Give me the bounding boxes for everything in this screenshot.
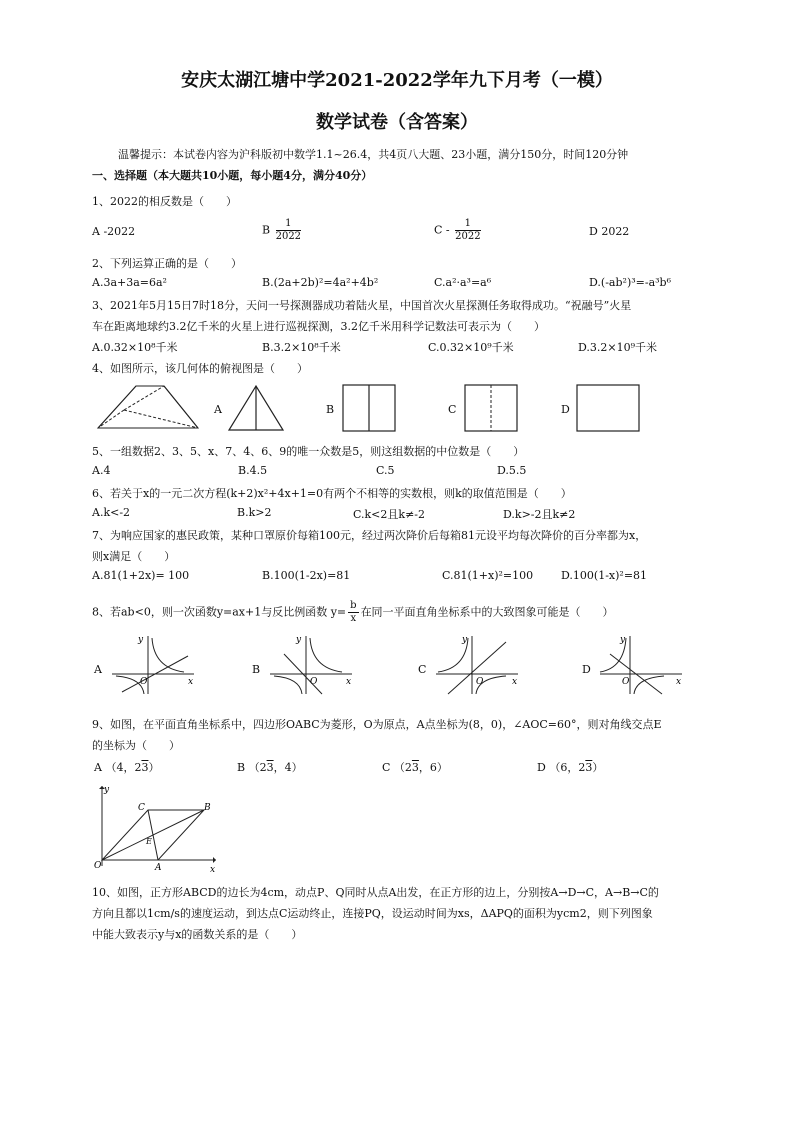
- q8-frac-num: b: [350, 600, 357, 611]
- q8-graph-d: [596, 632, 688, 698]
- q4-option-d-rect: [576, 384, 642, 434]
- q7-option-c: C.81(1+x)²=100: [442, 569, 534, 582]
- q2-option-b: B.(2a+2b)²=4a²+4b²: [262, 276, 379, 289]
- q3-option-c: C.0.32×10⁹千米: [428, 341, 514, 354]
- q9-option-c: [382, 759, 448, 775]
- q8-graph-a: [108, 632, 200, 698]
- q5-option-c: C.5: [376, 464, 395, 477]
- q6-option-d: D.k>-2且k≠2: [503, 508, 576, 521]
- q9-line2: 的坐标为（ ）: [92, 739, 180, 752]
- q8-frac-den: x: [350, 613, 357, 624]
- q9-fig-point-e: E: [146, 837, 152, 846]
- q1-option-c-fraction: [455, 218, 480, 243]
- q8-stem: [92, 600, 614, 625]
- q3-line1: 3、2021年5月15日7时18分，天问一号探测器成功着陆火星，中国首次火星探测任务取得成功。“祝融号”火星: [92, 299, 632, 312]
- q9-option-a: [94, 759, 159, 775]
- q9-d-radicand: 3: [585, 761, 593, 774]
- q9-a-radicand: 3: [141, 761, 149, 774]
- q8-a-x-label: x: [188, 677, 194, 687]
- q9-a-pre: A （4，2: [94, 761, 142, 774]
- q4-option-a-triangle: [227, 384, 287, 434]
- q9-fig-y-label: y: [104, 785, 110, 795]
- q4-option-b-rect: [342, 384, 398, 434]
- q9-b-radicand: 3: [266, 761, 274, 774]
- q4-option-d-label: D: [561, 403, 570, 416]
- q8-graph-c: [432, 632, 524, 698]
- q8-option-a-label: A: [94, 663, 102, 676]
- exam-tip: 温馨提示：本试卷内容为沪科版初中数学1.1~26.4，共4页八大题、23小题，满分150分，时间120分钟: [118, 148, 629, 161]
- q7-option-b: B.100(1-2x)=81: [262, 569, 351, 582]
- q9-fig-point-c: C: [138, 803, 145, 813]
- q4-option-c-label: C: [448, 403, 457, 416]
- q9-b-post: ，4）: [273, 761, 303, 774]
- exam-subtitle: 数学试卷（含答案）: [316, 112, 478, 133]
- q1-option-b-fraction: [276, 218, 301, 243]
- q9-c-radicand: 3: [411, 761, 419, 774]
- q8-a-origin: O: [140, 677, 148, 687]
- q8-option-c-label: C: [418, 663, 427, 676]
- q3-option-a: A.0.32×10⁸千米: [92, 341, 178, 354]
- q1-b-numerator: 1: [276, 218, 301, 231]
- q8-fraction: [348, 600, 358, 625]
- q9-fig-point-b: B: [204, 803, 211, 813]
- q7-line2: 则x满足（ ）: [92, 550, 176, 563]
- q9-option-b: [237, 759, 303, 775]
- q2-option-d: D.(-ab²)³=-a³b⁶: [589, 276, 671, 289]
- q1-option-c-label: C -: [434, 223, 450, 237]
- q6-option-a: A.k<-2: [92, 506, 131, 519]
- q1-c-numerator: 1: [455, 218, 480, 231]
- q9-fig-x-label: x: [210, 865, 216, 874]
- q8-c-origin: O: [476, 677, 484, 687]
- q1-option-b-label: B: [262, 223, 271, 237]
- q2-option-c: C.a²·a³=a⁶: [434, 276, 492, 289]
- q6-option-b: B.k>2: [237, 506, 272, 519]
- q7-line1: 7、为响应国家的惠民政策，某种口罩原价每箱100元，经过两次降价后每箱81元设平均每次降价的百分率都为x，: [92, 529, 647, 542]
- q4-stem: 4、如图所示，该几何体的俯视图是（ ）: [92, 362, 308, 375]
- q9-a-post: ）: [148, 761, 160, 774]
- section-heading: 一、选择题（本大题共10小题，每小题4分，满分40分）: [92, 169, 373, 182]
- q9-rhombus-figure: [92, 782, 222, 874]
- q10-line1: 10、如图，正方形ABCD的边长为4cm，动点P、Q同时从点A出发，在正方形的边上，分别按A→D→C，A→B→C的: [92, 886, 659, 899]
- q1-stem: 1、2022的相反数是（ ）: [92, 195, 237, 208]
- q10-line3: 中能大致表示y与x的函数关系的是（ ）: [92, 928, 303, 941]
- exam-title: 安庆太湖江塘中学2021-2022学年九下月考（一模）: [181, 70, 613, 91]
- q8-d-x-label: x: [676, 677, 682, 687]
- q7-option-d: D.100(1-x)²=81: [561, 569, 648, 582]
- q8-c-x-label: x: [512, 677, 518, 687]
- q9-fig-point-a: A: [155, 863, 162, 873]
- q8-a-y-label: y: [138, 635, 144, 645]
- q1-c-denominator: 2022: [455, 231, 481, 242]
- q8-graph-b: [266, 632, 358, 698]
- q8-d-y-label: y: [620, 635, 626, 645]
- q5-option-d: D.5.5: [497, 464, 527, 477]
- q8-stem-post: 在同一平面直角坐标系中的大致图象可能是（ ）: [360, 605, 614, 619]
- q6-stem: 6、若关于x的一元二次方程(k+2)x²+4x+1=0有两个不相等的实数根，则k的取值范围是（ ）: [92, 487, 572, 500]
- q2-option-a: A.3a+3a=6a²: [92, 276, 167, 289]
- q1-option-d: D 2022: [589, 225, 630, 238]
- q7-option-a: A.81(1+2x)= 100: [92, 569, 190, 582]
- q9-option-d: [537, 759, 603, 775]
- q8-b-origin: O: [310, 677, 318, 687]
- q8-b-x-label: x: [346, 677, 352, 687]
- q3-line2: 车在距离地球约3.2亿千米的火星上进行巡视探测，3.2亿千米用科学记数法可表示为（ ）: [92, 320, 545, 333]
- q1-option-a: A -2022: [92, 225, 136, 238]
- q9-d-post: ）: [592, 761, 604, 774]
- q1-option-b: [262, 218, 303, 243]
- q4-option-b-label: B: [326, 403, 335, 416]
- q5-option-b: B.4.5: [238, 464, 268, 477]
- q3-option-b: B.3.2×10⁸千米: [262, 341, 341, 354]
- q9-b-pre: B （2: [237, 761, 267, 774]
- q9-fig-origin: O: [94, 861, 102, 871]
- q8-d-origin: O: [622, 677, 630, 687]
- q4-option-a-label: A: [214, 403, 222, 416]
- q5-option-a: A.4: [92, 464, 111, 477]
- q9-c-pre: C （2: [382, 761, 412, 774]
- q6-option-c: C.k<2且k≠-2: [353, 508, 425, 521]
- q4-option-c-rect: [464, 384, 520, 434]
- q10-line2: 方向且都以1cm/s的速度运动，到达点C运动终止，连接PQ，设运动时间为xs，ΔAPQ的面积为ycm2，则下列图象: [92, 907, 653, 920]
- q8-option-d-label: D: [582, 663, 591, 676]
- q1-b-denominator: 2022: [275, 231, 302, 242]
- q8-option-b-label: B: [252, 663, 261, 676]
- q3-option-d: D.3.2×10⁹千米: [578, 341, 658, 354]
- q8-b-y-label: y: [296, 635, 302, 645]
- q9-line1: 9、如图，在平面直角坐标系中，四边形OABC为菱形，O为原点，A点坐标为(8，0)，∠AOC=60°，则对角线交点E: [92, 718, 662, 731]
- q1-option-c: [434, 218, 483, 243]
- q9-c-post: ，6）: [418, 761, 448, 774]
- q8-c-y-label: y: [462, 635, 468, 645]
- q4-prism-figure: [94, 380, 206, 436]
- q2-stem: 2、下列运算正确的是（ ）: [92, 257, 242, 270]
- q9-d-pre: D （6，2: [537, 761, 586, 774]
- q5-stem: 5、一组数据2、3、5、x、7、4、6、9的唯一众数是5，则这组数据的中位数是（ ）: [92, 445, 525, 458]
- q8-stem-pre: 8、若ab<0，则一次函数y=ax+1与反比例函数 y=: [92, 605, 347, 619]
